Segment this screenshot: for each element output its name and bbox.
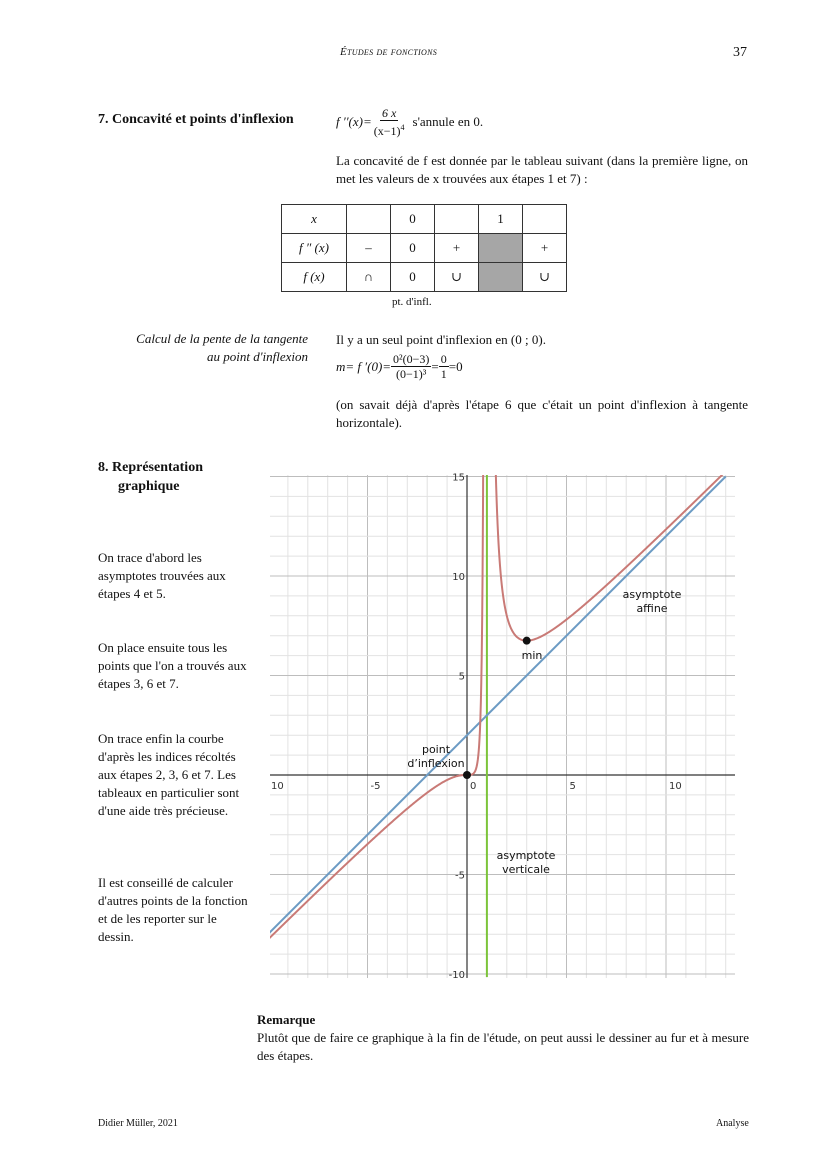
- function-graph: [270, 470, 735, 978]
- side-note-points: On place ensuite tous les points que l'on a trouvés aux étapes 3, 6 et 7.: [98, 640, 247, 691]
- table-cell: ∪: [435, 263, 479, 292]
- fpp-text: s'annule en 0.: [412, 114, 484, 129]
- table-cell: 0: [391, 205, 435, 234]
- y-tick-label: -5: [455, 870, 465, 882]
- section-8-title-line-2: graphique: [118, 479, 180, 494]
- section-8-title-line-1: 8. Représentation: [98, 460, 203, 475]
- footer-author: Didier Müller, 2021: [98, 1118, 178, 1129]
- table-cell: –: [347, 234, 391, 263]
- remark-text: Plutôt que de faire ce graphique à la fin de l'étude, on peut aussi le dessiner au fur et à mesure des étapes.: [257, 1030, 749, 1063]
- m-lhs: m= f ′(0)=: [336, 358, 392, 374]
- x-tick-label: 0: [470, 781, 477, 792]
- concavity-intro: La concavité de f est donnée par le tableau suivant (dans la première ligne, on met les valeurs de x trouvées aux étapes 1 et 7) :: [336, 153, 748, 186]
- table-row: [282, 263, 567, 292]
- fpp-lhs: f ′′(x)=: [336, 114, 372, 129]
- y-tick-label: 15: [452, 472, 465, 484]
- fpp-fraction: [372, 106, 407, 138]
- asymptote-affine-label-2: affine: [636, 602, 668, 615]
- table-cell: ∪: [523, 263, 567, 292]
- table-cell: +: [435, 234, 479, 263]
- inflection-point: [463, 771, 471, 779]
- x-tick-label: 5: [569, 781, 576, 792]
- min-label: min: [521, 649, 543, 662]
- footer-subject: Analyse: [716, 1118, 749, 1129]
- concavity-table: [281, 204, 567, 292]
- table-cell: f ″ (x): [282, 234, 347, 263]
- page-number: 37: [733, 45, 747, 60]
- table-cell: 1: [479, 205, 523, 234]
- table-cell: +: [523, 234, 567, 263]
- side-note-curve: On trace enfin la courbe d'après les indices récoltés aux étapes 2, 3, 6 et 7. Les tableaux en particulier sont d'une aide très précieuse.: [98, 731, 240, 818]
- table-row: [282, 234, 567, 263]
- inflection-label-2: d’inflexion: [407, 757, 465, 770]
- table-row: [282, 205, 567, 234]
- x-tick-label: 10: [669, 781, 682, 792]
- table-cell: ∩: [347, 263, 391, 292]
- side-note-extra-points: Il est conseillé de calculer d'autres points de la fonction et de les reporter sur le dessin.: [98, 875, 248, 944]
- m-end: =0: [448, 358, 463, 374]
- single-inflection-text: Il y a un seul point d'inflexion en (0 ; 0).: [336, 332, 546, 347]
- m-equals: =: [431, 358, 439, 374]
- table-cell: 0: [391, 263, 435, 292]
- m-denominator-2: 1: [440, 367, 447, 381]
- y-tick-label: -10: [448, 970, 465, 978]
- m-numerator: 0²(0−3): [393, 352, 430, 366]
- table-cell: [435, 205, 479, 234]
- horizontal-tangent-note: (on savait déjà d'après l'étape 6 que c'était un point d'inflexion à tangente horizontale).: [336, 397, 748, 430]
- slope-formula: [336, 352, 463, 381]
- fpp-numerator: 6 x: [381, 106, 397, 120]
- inflection-label-1: point: [421, 743, 451, 756]
- running-header-title: Études de fonctions: [340, 46, 438, 58]
- section-7-title: 7. Concavité et points d'inflexion: [98, 112, 294, 127]
- asymptote-vertical-label-2: verticale: [502, 863, 550, 876]
- axes: [270, 472, 735, 978]
- table-cell: x: [282, 205, 347, 234]
- minimum-point: [523, 637, 531, 645]
- table-cell: 0: [391, 234, 435, 263]
- table-cell-undefined: [479, 263, 523, 292]
- y-tick-label: 5: [458, 671, 465, 683]
- second-derivative-formula: [336, 106, 483, 138]
- m-numerator-2: 0: [440, 352, 447, 366]
- slope-label-line-1: Calcul de la pente de la tangente: [136, 331, 308, 346]
- table-cell: f (x): [282, 263, 347, 292]
- fpp-denominator: (x−1): [373, 124, 401, 138]
- asymptote-affine-label-1: asymptote: [622, 588, 682, 601]
- fpp-exponent: 4: [400, 123, 405, 132]
- y-tick-label: 10: [452, 572, 465, 583]
- table-cell: [347, 205, 391, 234]
- m-fraction-2: [439, 352, 449, 381]
- m-denominator: (0−1)³: [396, 367, 427, 381]
- table-cell-undefined: [479, 234, 523, 263]
- m-fraction: [391, 352, 431, 381]
- slope-label: [90, 330, 308, 366]
- section-8-title: [98, 458, 203, 496]
- table-caption: pt. d'infl.: [392, 296, 432, 308]
- grid: [270, 472, 735, 978]
- x-tick-label: 10: [271, 781, 284, 792]
- side-note-asymptotes: On trace d'abord les asymptotes trouvées aux étapes 4 et 5.: [98, 550, 226, 601]
- table-cell: [523, 205, 567, 234]
- asymptote-vertical-label-1: asymptote: [496, 849, 556, 862]
- remark-title: Remarque: [257, 1012, 316, 1027]
- function-curve-left-branch: [270, 470, 484, 939]
- x-tick-label: -5: [370, 781, 381, 792]
- slope-label-line-2: au point d'inflexion: [207, 349, 308, 364]
